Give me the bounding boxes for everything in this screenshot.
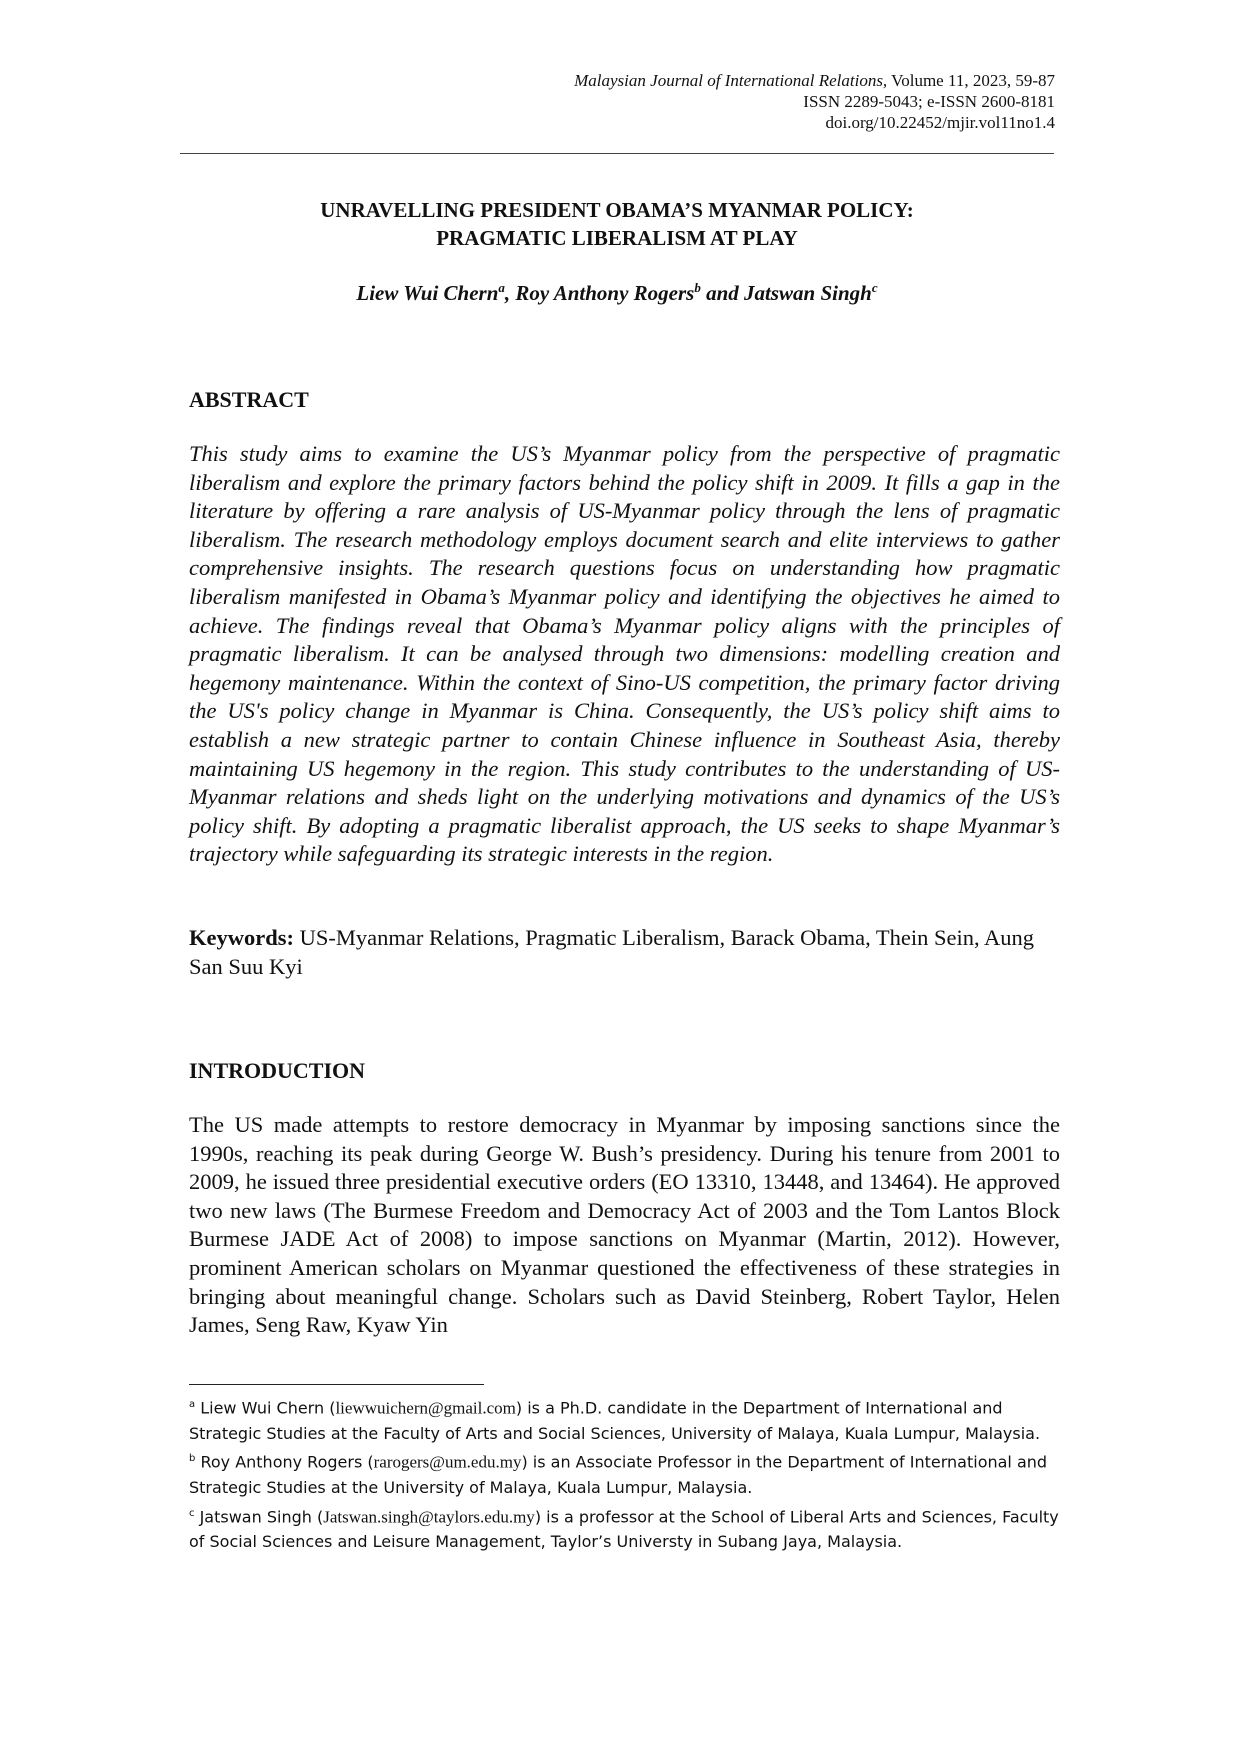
footnote-email[interactable]: Jatswan.singh@taylors.edu.my [323, 1506, 535, 1526]
keywords-label: Keywords: [189, 925, 294, 950]
author-affiliation-mark: c [871, 280, 878, 295]
introduction-text: The US made attempts to restore democracy in Myanmar by imposing sanctions since the 1990s, reaching its peak during George W. Bush’s presidency. During his tenure from 2001 to 2009, he issued three presidential executive orders (EO 13310, 13448, and 13464). He approved two new laws (The Burmese Freedom and Democracy Act of 2003 and the Tom Lantos Block Burmese JADE Act of 2008) to impose sanctions on Myanmar (Martin, 2012). However, prominent American scholars on Myanmar questioned the effectiveness of these strategies in bringing about meaningful change. Scholars such as David Steinberg, Robert Taylor, Helen James, Seng Raw, Kyaw Yin [189, 1112, 1060, 1338]
abstract-heading: ABSTRACT [189, 387, 309, 412]
footnote-email[interactable]: rarogers@um.edu.my [373, 1452, 522, 1472]
author-separator: , [504, 281, 516, 305]
introduction-heading: INTRODUCTION [189, 1058, 366, 1083]
footnote-affiliation: ) is an Associate Professor in the Department of International and Strategic Studies at the University of Malaya, Kuala Lumpur, Malaysia. [189, 1452, 1048, 1498]
author-name: Jatswan Singh [744, 281, 872, 305]
footnote-divider [189, 1384, 484, 1385]
footnote-affiliation: ) is a Ph.D. candidate in the Department of International and Strategic Studies at the Faculty of Arts and Social Sciences, University of Malaya, Kuala Lumpur, Malaysia. [189, 1398, 1041, 1443]
keywords [189, 923, 1060, 981]
author-affiliation-mark: b [694, 280, 701, 295]
footnotes [189, 1392, 1069, 1555]
author-separator: and [700, 281, 744, 305]
title-line-1: UNRAVELLING PRESIDENT OBAMA’S MYANMAR POLICY: [320, 198, 914, 222]
journal-name: Malaysian Journal of International Relations, [574, 71, 888, 90]
author-name: Roy Anthony Rogers [515, 281, 695, 305]
footnote [189, 1446, 1069, 1500]
footnote [189, 1392, 1069, 1446]
journal-doi: doi.org/10.22452/mjir.vol11no1.4 [825, 113, 1055, 132]
journal-header [355, 70, 1055, 133]
footnote-email[interactable]: liewwuichern@gmail.com [335, 1398, 516, 1418]
author-affiliation-mark: a [498, 280, 505, 295]
author-name: Liew Wui Chern [356, 281, 499, 305]
footnote-author: Liew Wui Chern ( [195, 1398, 336, 1418]
footnote-author: Roy Anthony Rogers ( [195, 1452, 374, 1472]
footnote [189, 1501, 1069, 1555]
keywords-list: US-Myanmar Relations, Pragmatic Liberalism, Barack Obama, Thein Sein, Aung San Suu Kyi [189, 925, 1035, 979]
journal-issn: ISSN 2289-5043; e-ISSN 2600-8181 [803, 92, 1055, 111]
footnote-mark: b [189, 1453, 196, 1465]
abstract-text: This study aims to examine the US’s Myanmar policy from the perspective of pragmatic liberalism and explore the primary factors behind the policy shift in 2009. It fills a gap in the literature by offering a rare analysis of US-Myanmar policy through the lens of pragmatic liberalism. The research methodology employs document search and elite interviews to gather comprehensive insights. The research questions focus on understanding how pragmatic liberalism manifested in Obama’s Myanmar policy and identifying the objectives he aimed to achieve. The findings reveal that Obama’s Myanmar policy aligns with the principles of pragmatic liberalism. It can be analysed through two dimensions: modelling creation and hegemony maintenance. Within the context of Sino-US competition, the primary factor driving the US's policy change in Myanmar is China. Consequently, the US’s policy shift aims to establish a new strategic partner to contain Chinese influence in Southeast Asia, thereby maintaining US hegemony in the region. This study contributes to the understanding of US-Myanmar relations and sheds light on the underlying motivations and dynamics of the US’s policy shift. By adopting a pragmatic liberalist approach, the US seeks to shape Myanmar’s trajectory while safeguarding its strategic interests in the region. [189, 441, 1060, 867]
footnote-mark: c [189, 1507, 195, 1519]
footnote-affiliation: ) is a professor at the School of Liberal Arts and Sciences, Faculty of Social Sciences and Leisure Management, Taylor’s Universty in Subang Jaya, Malaysia. [189, 1506, 1059, 1552]
paper-title [180, 196, 1054, 252]
author-list [180, 280, 1054, 306]
footnote-author: Jatswan Singh ( [194, 1506, 324, 1526]
footnote-mark: a [189, 1399, 196, 1410]
journal-volume: Volume 11, 2023, 59-87 [887, 71, 1055, 90]
journal-citation [355, 70, 1055, 91]
title-line-2: PRAGMATIC LIBERALISM AT PLAY [436, 226, 798, 250]
header-divider [180, 153, 1054, 154]
